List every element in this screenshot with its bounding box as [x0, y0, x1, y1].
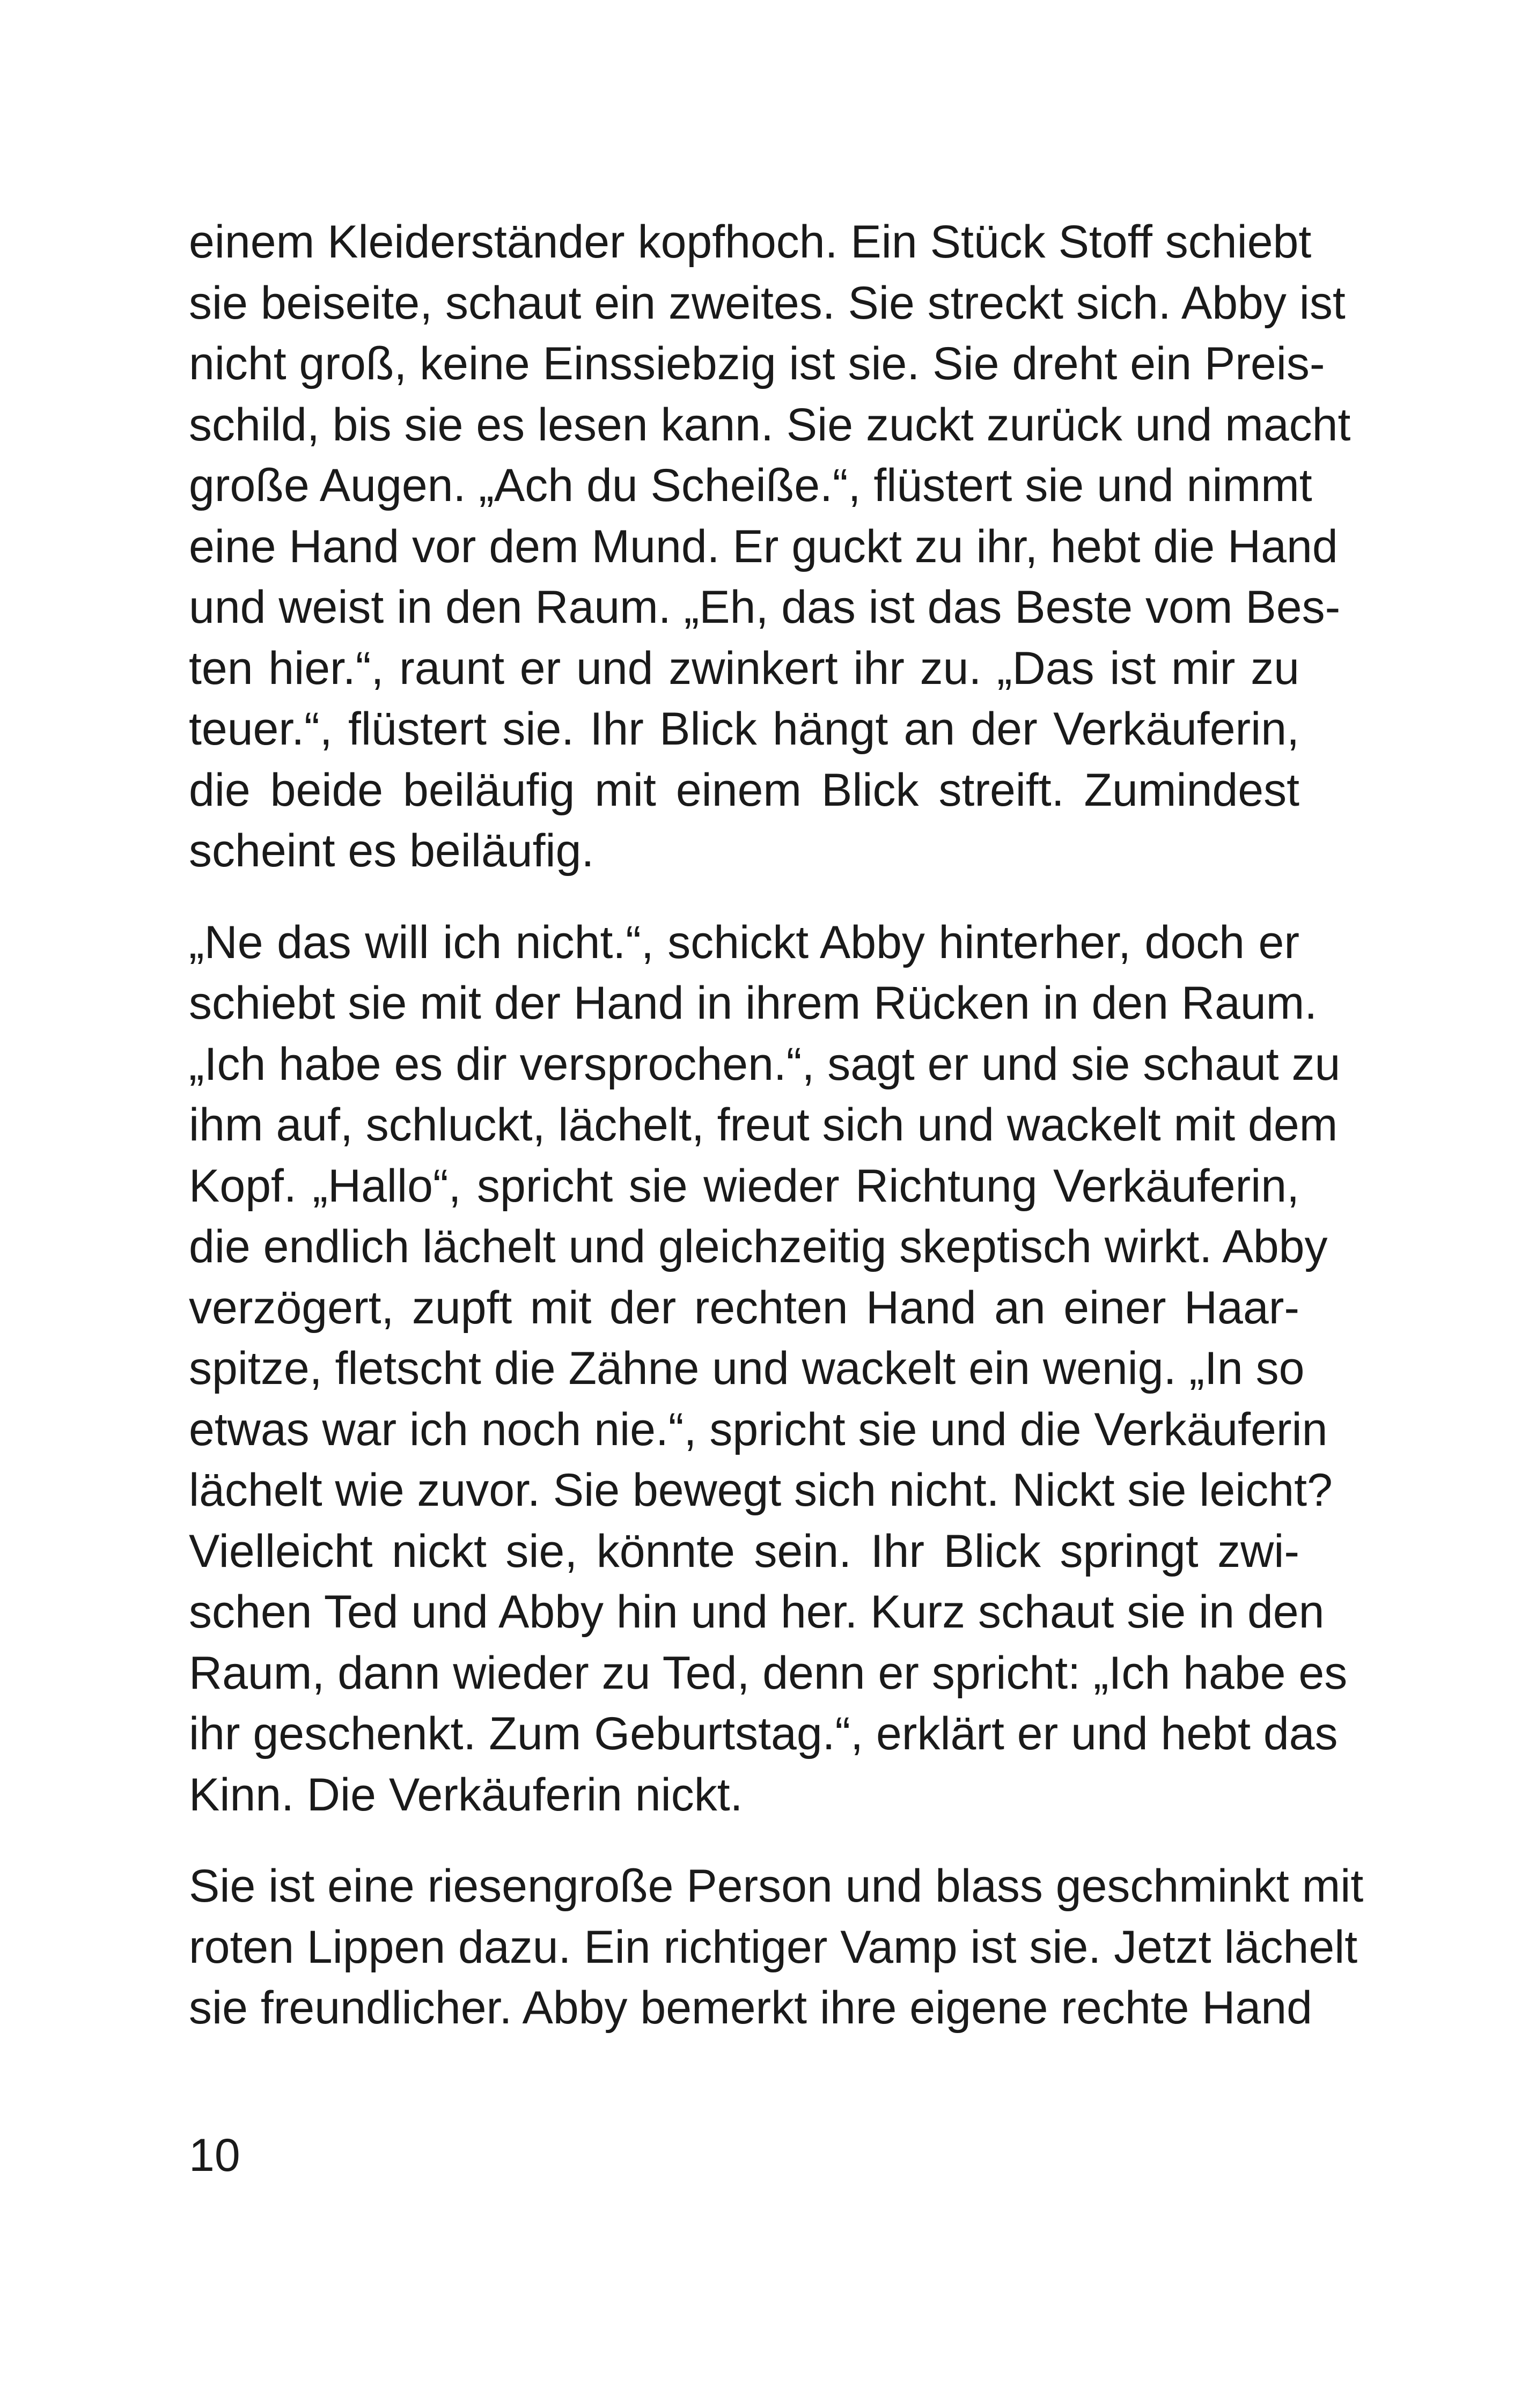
text-line: verzögert, zupft mit der rechten Hand an einer Haar- — [189, 1282, 1299, 1334]
paragraph-3 — [189, 1856, 1364, 2039]
text-line: die beide beiläufig mit einem Blick streift. Zumindest — [189, 764, 1299, 816]
paragraph-1 — [189, 212, 1351, 882]
text-line: etwas war ich noch nie.“, spricht sie und die Verkäuferin — [189, 1403, 1328, 1455]
text-line: große Augen. „Ach du Scheiße.“, flüstert sie und nimmt — [189, 460, 1312, 511]
text-line: Kopf. „Hallo“, spricht sie wieder Richtung Verkäuferin, — [189, 1160, 1299, 1212]
text-line: nicht groß, keine Einssiebzig ist sie. Sie dreht ein Preis- — [189, 338, 1325, 389]
text-line: teuer.“, flüstert sie. Ihr Blick hängt an der Verkäuferin, — [189, 703, 1299, 755]
text-line: „Ich habe es dir versprochen.“, sagt er und sie schaut zu — [189, 1038, 1341, 1090]
text-line: schen Ted und Abby hin und her. Kurz schaut sie in den — [189, 1586, 1325, 1638]
text-line: ihm auf, schluckt, lächelt, freut sich und wackelt mit dem — [189, 1099, 1338, 1151]
text-line: einem Kleiderständer kopfhoch. Ein Stück Stoff schiebt — [189, 216, 1312, 268]
text-line: Vielleicht nickt sie, könnte sein. Ihr Blick springt zwi- — [189, 1525, 1299, 1577]
text-line: scheint es beiläufig. — [189, 825, 594, 877]
text-line: „Ne das will ich nicht.“, schickt Abby hinterher, doch er — [189, 916, 1299, 968]
text-line: eine Hand vor dem Mund. Er guckt zu ihr, hebt die Hand — [189, 520, 1338, 572]
text-line: schiebt sie mit der Hand in ihrem Rücken in den Raum. — [189, 977, 1318, 1029]
body-text — [189, 212, 1364, 2070]
text-line: lächelt wie zuvor. Sie bewegt sich nicht. Nickt sie leicht? — [189, 1464, 1333, 1516]
text-line: und weist in den Raum. „Eh, das ist das Beste vom Bes- — [189, 581, 1341, 633]
text-line: die endlich lächelt und gleichzeitig skeptisch wirkt. Abby — [189, 1221, 1328, 1272]
text-line: Sie ist eine riesengroße Person und blass geschminkt mit — [189, 1860, 1364, 1912]
text-line: Kinn. Die Verkäuferin nickt. — [189, 1769, 743, 1821]
text-line: ten hier.“, raunt er und zwinkert ihr zu. „Das ist mir zu — [189, 642, 1299, 694]
page-number: 10 — [189, 2130, 240, 2181]
text-line: sie beiseite, schaut ein zweites. Sie streckt sich. Abby ist — [189, 277, 1346, 329]
text-line: roten Lippen dazu. Ein richtiger Vamp ist sie. Jetzt lächelt — [189, 1921, 1358, 1973]
text-line: ihr geschenkt. Zum Geburtstag.“, erklärt er und hebt das — [189, 1708, 1338, 1759]
text-line: spitze, fletscht die Zähne und wackelt ein wenig. „In so — [189, 1343, 1305, 1394]
paragraph-2 — [189, 912, 1348, 1826]
text-line: sie freundlicher. Abby bemerkt ihre eigene rechte Hand — [189, 1982, 1312, 2034]
text-line: schild, bis sie es lesen kann. Sie zuckt zurück und macht — [189, 399, 1351, 451]
text-line: Raum, dann wieder zu Ted, denn er spricht: „Ich habe es — [189, 1647, 1348, 1699]
